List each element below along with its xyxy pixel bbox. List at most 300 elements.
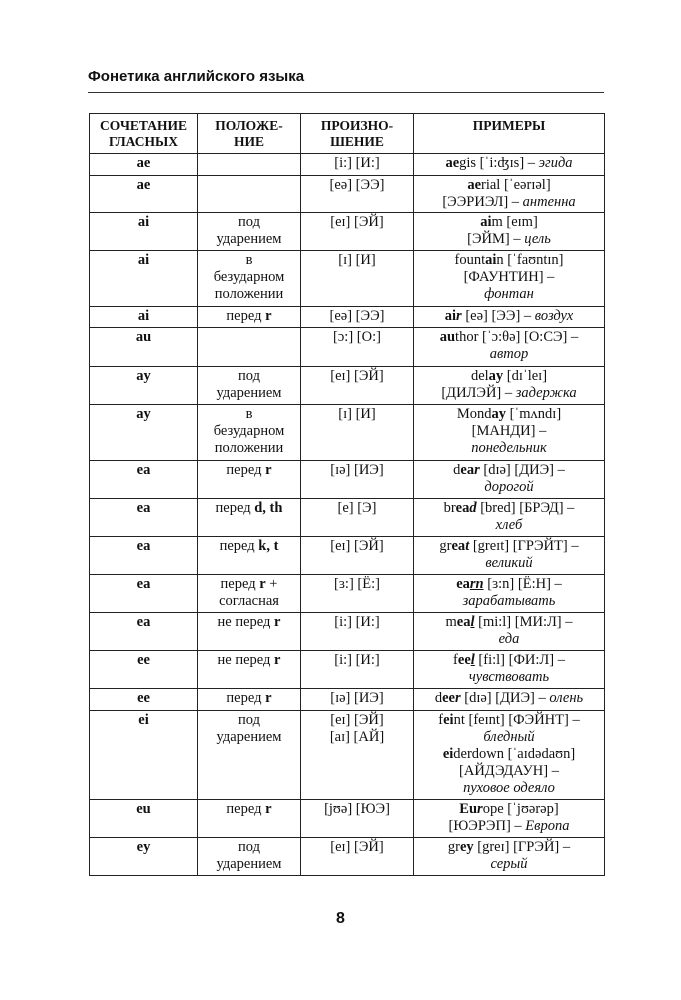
position-cell — [198, 176, 301, 213]
position-text: + — [265, 576, 278, 592]
column-header-line: ПРИМЕРЫ — [472, 118, 546, 133]
example-text: derdown [ˈaɪdədaʊn] — [453, 746, 576, 762]
pronunciation-line: [ɪə] [ИЭ] — [330, 690, 384, 706]
example-text: олень — [549, 690, 584, 706]
position-line — [201, 214, 297, 231]
position-line — [201, 652, 297, 669]
example-line — [417, 214, 601, 231]
example-text: rial [ˈeərɪəl] — [481, 177, 551, 193]
example-line — [417, 346, 601, 363]
pronunciation-line: [eɪ] [ЭЙ] — [330, 214, 384, 230]
page-number: 8 — [336, 910, 345, 927]
position-text: под — [238, 368, 260, 384]
example-text: [ˈmʌndɪ] — [505, 406, 562, 422]
example-text: ope [ˈjʊərəp] — [482, 801, 559, 817]
example-text: понедельник — [471, 440, 547, 456]
position-text: перед — [215, 500, 255, 516]
pronunciation-cell — [301, 251, 414, 307]
example-text: d — [434, 690, 443, 706]
table-row — [90, 689, 605, 711]
position-text: r — [265, 308, 272, 324]
example-text: [ЭЭРИЭЛ] – — [442, 194, 523, 210]
example-text: ai — [444, 308, 457, 324]
example-line — [417, 286, 601, 303]
example-text: [dɪˈleɪ] — [503, 368, 548, 384]
example-line — [417, 690, 601, 707]
examples-cell — [414, 367, 605, 405]
examples-cell — [414, 613, 605, 651]
combination-cell: ee — [90, 651, 198, 689]
example-line — [417, 385, 601, 402]
position-line — [201, 462, 297, 479]
position-line — [201, 500, 297, 517]
example-line — [417, 669, 601, 686]
examples-cell — [414, 176, 605, 213]
example-text: r — [456, 308, 462, 324]
example-text: au — [439, 329, 456, 345]
example-text: Европа — [525, 818, 570, 834]
position-cell — [198, 838, 301, 876]
example-text: ay — [491, 406, 506, 422]
example-line — [417, 194, 601, 211]
table-header-row — [90, 114, 605, 154]
table-row — [90, 575, 605, 613]
column-header-line: СОЧЕТАНИЕ — [100, 118, 187, 133]
position-line — [201, 440, 297, 457]
example-text: ea — [455, 500, 470, 516]
pronunciation-line: [eə] [ЭЭ] — [329, 308, 385, 324]
pronunciation-line: [eə] [ЭЭ] — [329, 177, 385, 193]
example-text: [dɪə] [ДИЭ] – — [479, 462, 565, 478]
example-text: ea — [451, 538, 466, 554]
example-text: ae — [467, 177, 482, 193]
position-text: r — [274, 652, 281, 668]
example-line — [417, 423, 601, 440]
example-text: воздух — [534, 308, 574, 324]
example-text: великий — [485, 555, 533, 571]
table-row — [90, 176, 605, 213]
example-text: m — [445, 614, 457, 630]
position-text: ударением — [216, 385, 282, 401]
example-text: ey — [459, 839, 474, 855]
position-text: перед — [226, 801, 266, 817]
pronunciation-cell — [301, 367, 414, 405]
combination-cell: ei — [90, 711, 198, 800]
page-header: Фонетика английского языка — [88, 68, 305, 85]
position-line — [201, 712, 297, 729]
position-line — [201, 308, 297, 325]
pronunciation-cell — [301, 461, 414, 499]
example-line — [417, 818, 601, 835]
example-text: br — [443, 500, 456, 516]
example-text: [МАНДИ] – — [471, 423, 547, 439]
position-cell — [198, 328, 301, 367]
pronunciation-cell — [301, 328, 414, 367]
examples-cell — [414, 689, 605, 711]
examples-cell — [414, 537, 605, 575]
position-line — [201, 231, 297, 248]
position-line — [201, 839, 297, 856]
example-text: зарабатывать — [462, 593, 556, 609]
position-cell — [198, 613, 301, 651]
example-text: задержка — [515, 385, 577, 401]
example-text: ee — [442, 690, 455, 706]
pronunciation-line: [jʊə] [ЮЭ] — [324, 801, 390, 817]
position-text: положении — [214, 440, 284, 456]
position-cell — [198, 800, 301, 838]
examples-cell — [414, 251, 605, 307]
column-header-line: ШЕНИЕ — [330, 134, 384, 149]
column-header-position — [198, 114, 301, 154]
combination-cell: eu — [90, 800, 198, 838]
example-text: [fi:l] [ФИ:Л] – — [474, 652, 565, 668]
column-header-examples — [414, 114, 605, 154]
example-text: антенна — [522, 194, 576, 210]
position-text: перед — [226, 690, 266, 706]
position-text: под — [238, 214, 260, 230]
position-line — [201, 252, 297, 269]
column-header-line: ПОЛОЖЕ- — [215, 118, 283, 133]
pronunciation-cell — [301, 537, 414, 575]
example-text: ai — [480, 214, 492, 230]
pronunciation-line: [i:] [И:] — [334, 614, 380, 630]
example-text: дорогой — [484, 479, 534, 495]
pronunciation-cell — [301, 613, 414, 651]
pronunciation-line: [i:] [И:] — [334, 155, 380, 171]
position-cell — [198, 154, 301, 176]
pronunciation-line: [e] [Э] — [337, 500, 377, 516]
column-header-line: ГЛАСНЫХ — [109, 134, 178, 149]
example-text: ae — [445, 155, 460, 171]
example-line — [417, 406, 601, 423]
example-text: thor [ˈɔ:θə] [О:СЭ] – — [455, 329, 579, 345]
examples-cell — [414, 800, 605, 838]
position-cell — [198, 213, 301, 251]
position-cell — [198, 499, 301, 537]
combination-cell: ey — [90, 838, 198, 876]
examples-cell — [414, 838, 605, 876]
example-text: эгида — [538, 155, 573, 171]
table-row — [90, 251, 605, 307]
example-text: ei — [442, 746, 454, 762]
position-line — [201, 406, 297, 423]
combination-cell: ae — [90, 176, 198, 213]
position-text: перед — [219, 538, 259, 554]
combination-cell: ay — [90, 367, 198, 405]
combination-cell: ea — [90, 575, 198, 613]
example-text: f — [453, 652, 458, 668]
pronunciation-line: [eɪ] [ЭЙ] — [330, 712, 384, 728]
position-text: безударном — [213, 269, 285, 285]
position-cell — [198, 575, 301, 613]
pronunciation-cell — [301, 307, 414, 328]
position-text: не перед — [217, 652, 275, 668]
position-line — [201, 690, 297, 707]
position-cell — [198, 711, 301, 800]
combination-cell: ae — [90, 154, 198, 176]
combination-cell: ai — [90, 307, 198, 328]
example-line — [417, 252, 601, 269]
table-row — [90, 405, 605, 461]
example-text: [greɪ] [ГРЭЙ] – — [473, 839, 571, 855]
example-text: [ɜ:n] [Ё:Н] – — [483, 576, 562, 592]
position-cell — [198, 651, 301, 689]
pronunciation-cell — [301, 575, 414, 613]
pronunciation-line: [eɪ] [ЭЙ] — [330, 839, 384, 855]
pronunciation-line: [ɔ:] [О:] — [333, 329, 381, 345]
position-text: в — [245, 406, 253, 422]
table-row — [90, 838, 605, 876]
example-line — [417, 462, 601, 479]
examples-cell — [414, 213, 605, 251]
example-text: [mi:l] [МИ:Л] – — [474, 614, 573, 630]
position-cell — [198, 461, 301, 499]
position-cell — [198, 405, 301, 461]
example-text: фонтан — [484, 286, 534, 302]
table-row — [90, 307, 605, 328]
example-text: del — [470, 368, 489, 384]
example-text: [АЙДЭДАУН] – — [459, 763, 559, 779]
pronunciation-line: [ɪə] [ИЭ] — [330, 462, 384, 478]
combination-cell: ai — [90, 251, 198, 307]
example-line — [417, 839, 601, 856]
column-header-line: НИЕ — [233, 134, 264, 149]
example-text: gr — [447, 839, 460, 855]
position-line — [201, 368, 297, 385]
column-header-combination — [90, 114, 198, 154]
position-text: под — [238, 839, 260, 855]
position-cell — [198, 537, 301, 575]
position-text: r — [274, 614, 281, 630]
table-row — [90, 461, 605, 499]
pronunciation-cell — [301, 176, 414, 213]
example-text: r — [474, 462, 480, 478]
position-line — [201, 801, 297, 818]
example-line — [417, 231, 601, 248]
example-text: rn — [469, 576, 484, 592]
example-text: gr — [439, 538, 452, 554]
example-line — [417, 780, 601, 797]
table-row — [90, 711, 605, 800]
pronunciation-line: [aɪ] [АЙ] — [329, 729, 385, 745]
example-text: еда — [498, 631, 520, 647]
combination-cell: ea — [90, 537, 198, 575]
table-row — [90, 800, 605, 838]
example-line — [417, 801, 601, 818]
examples-cell — [414, 307, 605, 328]
pronunciation-cell — [301, 499, 414, 537]
position-text: безударном — [213, 423, 285, 439]
position-text: согласная — [219, 593, 279, 609]
example-text: цель — [524, 231, 551, 247]
example-text: серый — [490, 856, 528, 872]
position-line — [201, 286, 297, 303]
example-line — [417, 712, 601, 729]
pronunciation-line: [eɪ] [ЭЙ] — [330, 538, 384, 554]
example-line — [417, 269, 601, 286]
position-line — [201, 614, 297, 631]
example-line — [417, 500, 601, 517]
example-text: ea — [460, 462, 475, 478]
example-text: [ЮЭРЭП] – — [448, 818, 526, 834]
example-text: ea — [456, 614, 471, 630]
example-text: ea — [456, 576, 470, 592]
column-header-line: ПРОИЗНО- — [320, 118, 394, 133]
position-line — [201, 269, 297, 286]
table-row — [90, 328, 605, 367]
position-line — [201, 385, 297, 402]
combination-cell: ee — [90, 689, 198, 711]
example-text: ee — [457, 652, 471, 668]
example-line — [417, 368, 601, 385]
position-line — [201, 423, 297, 440]
example-text: [bred] [БРЭД] – — [476, 500, 575, 516]
combination-cell: ay — [90, 405, 198, 461]
pronunciation-cell — [301, 651, 414, 689]
position-line — [201, 729, 297, 746]
example-text: m [eɪm] — [491, 214, 538, 230]
pronunciation-cell — [301, 711, 414, 800]
table-row — [90, 367, 605, 405]
table-row — [90, 499, 605, 537]
example-text: ei — [443, 712, 454, 728]
position-text: r — [265, 801, 272, 817]
example-text: [dɪə] [ДИЭ] – — [460, 690, 550, 706]
pronunciation-line: [i:] [И:] — [334, 652, 380, 668]
example-text: хлеб — [495, 517, 523, 533]
example-text: l — [470, 614, 475, 630]
position-cell — [198, 689, 301, 711]
position-text: в — [245, 252, 253, 268]
example-line — [417, 555, 601, 572]
table-row — [90, 613, 605, 651]
position-text: k, t — [258, 538, 279, 554]
example-line — [417, 763, 601, 780]
example-text: чувствовать — [468, 669, 550, 685]
table-body — [90, 154, 605, 876]
position-text: d, th — [254, 500, 283, 516]
position-text: не перед — [217, 614, 275, 630]
examples-cell — [414, 405, 605, 461]
example-line — [417, 729, 601, 746]
example-text: d — [453, 462, 461, 478]
combination-cell: ea — [90, 613, 198, 651]
example-line — [417, 479, 601, 496]
table-row — [90, 213, 605, 251]
position-cell — [198, 307, 301, 328]
pronunciation-cell — [301, 689, 414, 711]
position-line — [201, 576, 297, 593]
pronunciation-line: [eɪ] [ЭЙ] — [330, 368, 384, 384]
position-line — [201, 856, 297, 873]
position-text: r — [265, 690, 272, 706]
table-row — [90, 154, 605, 176]
example-text: ai — [485, 252, 497, 268]
position-text: перед — [226, 462, 266, 478]
example-line — [417, 746, 601, 763]
examples-cell — [414, 651, 605, 689]
examples-cell — [414, 575, 605, 613]
example-text: [greɪt] [ГРЭЙТ] – — [469, 538, 579, 554]
examples-cell — [414, 711, 605, 800]
example-text: l — [470, 652, 475, 668]
example-text: f — [438, 712, 444, 728]
combination-cell: au — [90, 328, 198, 367]
examples-cell — [414, 154, 605, 176]
pronunciation-line: [ɪ] [И] — [338, 252, 376, 268]
position-text: положении — [214, 286, 284, 302]
position-text: r — [265, 462, 272, 478]
position-text: r — [259, 576, 266, 592]
phonetics-table — [89, 113, 605, 876]
example-text: ay — [488, 368, 504, 384]
table-row — [90, 537, 605, 575]
column-header-pronunciation — [301, 114, 414, 154]
examples-cell — [414, 461, 605, 499]
example-text: [eə] [ЭЭ] – — [461, 308, 535, 324]
example-text: r — [477, 801, 483, 817]
example-text: n [ˈfaʊntɪn] — [496, 252, 564, 268]
combination-cell: ea — [90, 461, 198, 499]
examples-cell — [414, 499, 605, 537]
example-text: d — [469, 500, 477, 516]
example-line — [417, 593, 601, 610]
pronunciation-cell — [301, 154, 414, 176]
example-text: gis [ˈi:ʤɪs] – — [459, 155, 539, 171]
example-text: [ДИЛЭЙ] – — [441, 385, 516, 401]
pronunciation-cell — [301, 405, 414, 461]
example-line — [417, 155, 601, 172]
example-text: fount — [454, 252, 486, 268]
pronunciation-cell — [301, 213, 414, 251]
example-line — [417, 652, 601, 669]
position-text: под — [238, 712, 260, 728]
position-cell — [198, 251, 301, 307]
pronunciation-cell — [301, 800, 414, 838]
table-row — [90, 651, 605, 689]
position-text: перед — [226, 308, 266, 324]
pronunciation-line: [ɜ:] [Ё:] — [334, 576, 380, 592]
pronunciation-line: [ɪ] [И] — [338, 406, 376, 422]
position-cell — [198, 367, 301, 405]
pronunciation-cell — [301, 838, 414, 876]
example-text: бледный — [483, 729, 535, 745]
example-line — [417, 440, 601, 457]
position-text: перед — [220, 576, 260, 592]
example-line — [417, 856, 601, 873]
example-text: t — [465, 538, 470, 554]
position-line — [201, 593, 297, 610]
position-line — [201, 538, 297, 555]
example-text: автор — [489, 346, 529, 362]
example-line — [417, 329, 601, 346]
position-text: ударением — [216, 856, 282, 872]
combination-cell: ai — [90, 213, 198, 251]
example-line — [417, 308, 601, 325]
combination-cell: ea — [90, 499, 198, 537]
example-line — [417, 614, 601, 631]
example-line — [417, 517, 601, 534]
position-text: ударением — [216, 729, 282, 745]
example-text: r — [454, 690, 461, 706]
example-text: пуховое одеяло — [463, 780, 555, 796]
header-divider — [88, 92, 604, 93]
example-text: [ФАУНТИН] – — [463, 269, 555, 285]
example-line — [417, 538, 601, 555]
example-text: Eu — [459, 801, 478, 817]
examples-cell — [414, 328, 605, 367]
example-line — [417, 177, 601, 194]
